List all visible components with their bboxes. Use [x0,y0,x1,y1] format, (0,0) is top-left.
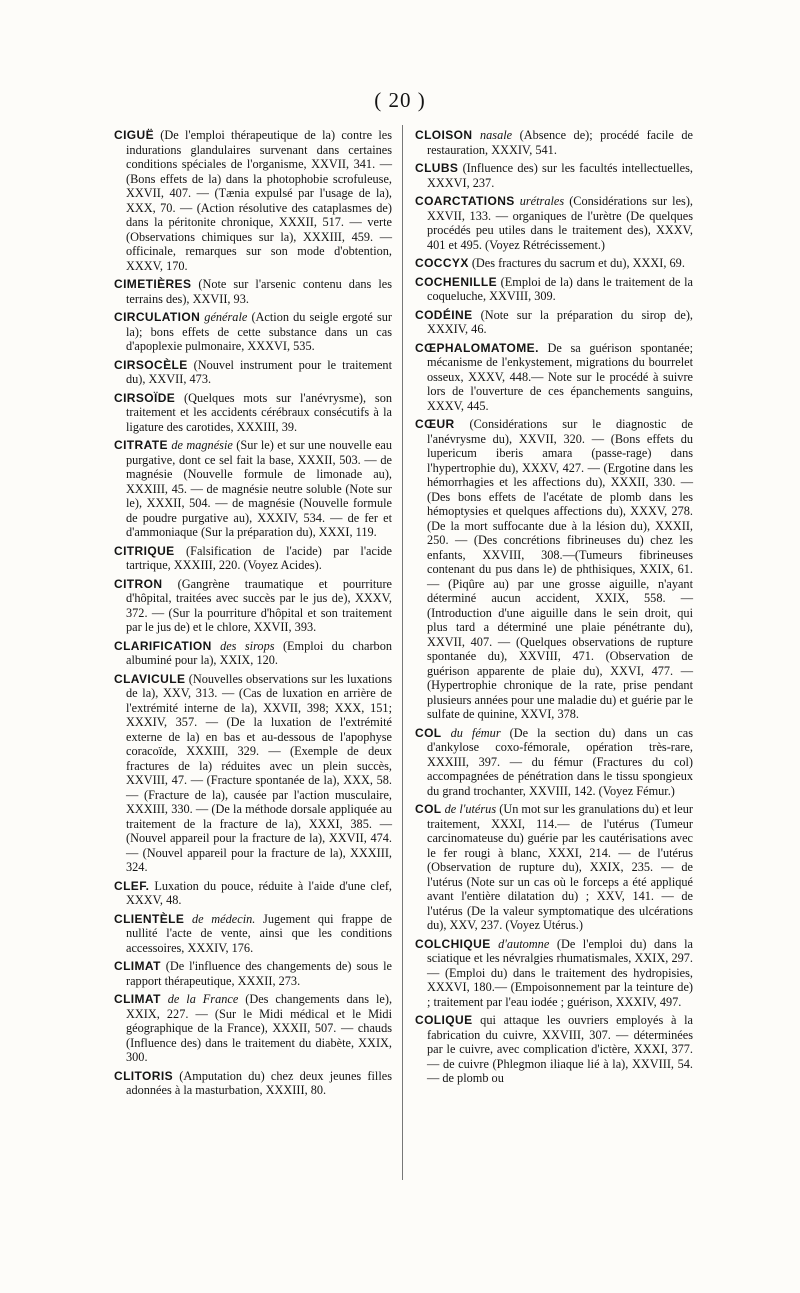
entry-headword: CLUBS [415,161,459,175]
entry-text: (Des changements dans le), XXIX, 227. — (Sur le Midi médical et le Midi géographique de la France), XXXII, 507. — chauds (Influence des) dans le traitement du diabète, XXIX, 300. [126,992,393,1064]
entry-text: (Action du seigle ergoté sur la); bons effets de cette substance dans un cas d'apoplexie pulmonaire, XXXVI, 535. [126,310,393,353]
index-entry [415,256,693,271]
entry-text: (Emploi du charbon albuminé pour la), XXIX, 120. [126,638,393,667]
entry-qualifier: de la France [167,992,239,1006]
entry-text: (Nouvelles observations sur les luxations de la), XXV, 313. — (Cas de luxation en arrière de l'extrémité interne de la), XXVII, 398; XXX, 151; XXXIV, 357. — (De la luxation de l'extrémité externe de la) en bas et au-dessous de l'apophyse coracoïde, XXXIII, 329. — (Exemple de deux fractures de la) réduites avec un plein succès, XXVIII, 47. — (Fracture spontanée de la), XXX, 58. — (Fracture de la), causée par l'action musculaire, XXXIII, 330. — (De la méthode dorsale appliquée au traitement de la fracture de la), XXXI, 385. — (Nouvel appareil pour la fracture de la), XXVII, 474. — (Nouvel appareil pour la fracture de la), XXXIII, 324. [126,671,392,874]
index-entry [114,577,392,635]
entry-headword: COL [415,802,442,816]
entry-text: (Un mot sur les granulations du) et leur traitement, XXXI, 114.— de l'utérus (Tumeur carcinomateuse du) guérie par les cautérisations avec le fer rougi à blanc, XXXI, 214. — de l'utérus (Observation de rupture du), XXIX, 235. — de l'utérus (Note sur un cas où le forceps a été appliqué avant l'entière dilatation du) ; XXV, 141. — de l'utérus (De la valeur symptomatique des ulcérations du), XXV, 237. (Voyez Utérus.) [427,802,693,932]
index-entry [114,544,392,573]
entry-text: De sa guérison spontanée; mécanisme de l'enkystement, migrations du bourrelet osseux, XXXV, 448.— Note sur le procédé à suivre lors de l'ouverture de ces épanchements sanguins, XXXV, 445. [427,340,693,413]
entry-headword: CLAVICULE [114,671,186,686]
index-entry [415,417,693,722]
entry-text: Luxation du pouce, réduite à l'aide d'une clef, XXXV, 48. [126,878,392,907]
entry-text: (Nouvel instrument pour le traitement du), XXVII, 473. [126,357,392,386]
entry-text: (Note sur l'arsenic contenu dans les terrains des), XXVII, 93. [126,277,392,306]
index-entry [114,277,392,306]
entry-text: (Falsification de l'acide) par l'acide tartrique, XXXIII, 220. (Voyez Acides). [126,543,392,572]
index-entry [415,341,693,414]
index-entry [415,937,693,1010]
entry-text: (De la section du) dans un cas d'ankylose coxo-fémorale, opération très-rare, XXXIII, 397. — du fémur (Fractures du col) accompagnées de pénétration dans le tissu spongieux du grand trochanter, XXVIII, 142. (Voyez Fémur.) [427,725,693,798]
entry-text: (Absence de); procédé facile de restauration, XXXIV, 541. [427,128,694,157]
entry-text: (Sur le) et sur une nouvelle eau purgative, dont ce sel fait la base, XXXII, 503. — de magnésie (Nouvelle formule de limonade au), XXXIII, 45. — de magnésie neutre soluble (Note sur le), XXXII, 504. — de magnésie (Nouvelle formule de poudre purgative au), XXXIV, 534. — de fer et d'ammoniaque (Sur la préparation du), XXXI, 119. [126,438,393,539]
entry-headword: COLIQUE [415,1013,473,1027]
entry-headword: CITRIQUE [114,543,175,558]
index-entry [415,1013,693,1086]
entry-qualifier: de médecin. [191,911,256,926]
entry-headword: COCCYX [415,256,469,270]
entry-text: (Quelques mots sur l'anévrysme), son traitement et les accidents cérébraux consécutifs à la ligature des carotides, XXXIII, 39. [126,390,392,434]
entry-headword: CLIMAT [114,959,161,973]
entry-headword: COL [415,725,442,740]
entry-headword: CLARIFICATION [114,638,212,653]
entry-text: Jugement qui frappe de nullité l'acte de vente, ainsi que les conditions accessoires, XXXIV, 176. [126,911,392,955]
index-entry [114,310,392,354]
index-entry [415,275,693,304]
index-entry [114,879,392,908]
entry-headword: CIRSOÏDE [114,390,176,405]
entry-text: (Gangrène traumatique et pourriture d'hôpital, traitées avec succès par le jus de), XXXV, 372. — (Sur la pourriture d'hôpital et son traitement par le jus de) et le chlore, XXVII, 393. [126,576,392,634]
right-column [415,128,693,1090]
entry-headword: CŒPHALOMATOME. [415,340,539,355]
column-divider [402,125,403,1180]
entry-headword: CIRSOCÈLE [114,357,188,372]
index-entry [114,128,392,273]
index-entry [415,128,693,157]
index-entry [114,391,392,435]
entry-headword: CIGUË [114,128,155,142]
index-entry [114,639,392,668]
entry-text: (Influence des) sur les facultés intellectuelles, XXXVI, 237. [427,161,693,190]
index-entry [114,912,392,956]
entry-qualifier: du fémur [450,725,501,740]
entry-qualifier: urétrales [519,194,565,208]
entry-headword: COLCHIQUE [415,936,491,951]
index-entry [114,992,392,1065]
index-entry [114,959,392,988]
entry-qualifier: nasale [479,128,513,142]
entry-headword: CŒUR [415,417,455,431]
index-entry [415,161,693,190]
index-entry [114,438,392,540]
entry-text: (Des fractures du sacrum et du), XXXI, 69. [471,256,685,270]
entry-headword: CIMETIÈRES [114,277,192,291]
entry-text: (De l'emploi du) dans la sciatique et les névralgies rhumatismales, XXIX, 297.— (Emploi du) dans le traitement des hydropisies, XXXVI, 180.— (Empoisonnement par la teinture de) ; traitement par l'eau iodée ; guérison, XXXIV, 497. [427,936,694,1009]
entry-headword: CLIMAT [114,992,161,1006]
entry-headword: CLITORIS [114,1068,173,1083]
entry-headword: CLEF. [114,878,150,893]
entry-headword: CITRON [114,576,163,591]
entry-qualifier: de magnésie [171,438,233,452]
left-column [114,128,392,1102]
entry-headword: CLIENTÈLE [114,911,185,926]
entry-headword: CITRATE [114,438,168,452]
entry-text: (De l'influence des changements de) sous le rapport thérapeutique, XXXII, 273. [126,959,392,988]
entry-headword: CODÉINE [415,307,473,322]
entry-text: (Emploi de la) dans le traitement de la coqueluche, XXVIII, 309. [427,274,693,303]
entry-qualifier: générale [204,310,248,324]
entry-headword: COCHENILLE [415,274,497,289]
entry-text: qui attaque les ouvriers employés à la fabrication du cuivre, XXVIII, 307. — déterminées par le cuivre, avec complication d'ictère, XXXI, 377. — de cuivre (Phlegmon iliaque lié à la), XXVIII, 54. — de plomb ou [427,1013,693,1085]
entry-headword: CIRCULATION [114,310,201,324]
entry-headword: COARCTATIONS [415,194,515,208]
entry-text: (De l'emploi thérapeutique de la) contre les indurations glandulaires survenant dans certaines conditions spéciales de l'organisme, XXVII, 341. — (Bons effets de la) dans la photophobie scrofuleuse, XXVII, 407. — (Tænia expulsé par l'usage de la), XXX, 70. — (Action résolutive des cataplasmes de) dans la péritonite chronique, XXXII, 517. — verte (Observations chimiques sur la), XXXIII, 459. — officinale, remarques sur son mode d'obtention, XXXV, 170. [126,128,393,273]
index-entry [415,308,693,337]
entry-qualifier: des sirops [220,638,275,653]
entry-text: (Considérations sur le diagnostic de l'anévrysme du), XXVII, 320. — (Bons effets du lupericum iberis amara (passe-rage) dans l'hypertrophie du), XXXV, 427. — (Ergotine dans les hémorrhagies et les affections du), XXXII, 330. — (Des bons effets de l'acétate de plomb dans les hémoptysies et quelques affections du), XXXV, 278. (De la mort suffocante due à la lésion du), XXXII, 250. — (Des concrétions fibrineuses du) chez les enfants, XXVIII, 308.—(Tumeurs fibrineuses contenant du pus dans le) de phthisiques, XXIX, 61. — (Piqûre au) par une grosse aiguille, n'ayant déterminé aucun accident, XXIX, 558. — (Introduction d'une aiguille dans le sein droit, qui plus tard a déterminé une plaie pénétrante du), XXVII, 407. — (Quelques observations de rupture spontanée du), XXVIII, 471. (Observation de guérison apparente de plaie du), XXVI, 477. — (Hypertrophie chronique de la rate, prise pendant plusieurs années pour une maladie du) et guérie par le sulfate de quinine, XXVI, 378. [427,417,693,721]
index-entry [114,1069,392,1098]
entry-qualifier: d'automne [498,936,550,951]
index-entry [114,358,392,387]
page-number: ( 20 ) [374,88,426,112]
entry-text: (Note sur la préparation du sirop de), XXXIV, 46. [427,307,693,336]
entry-headword: CLOISON [415,128,473,142]
index-entry [415,726,693,799]
entry-text: (Considérations sur les), XXVII, 133. — organiques de l'urètre (De quelques procédés peu utiles dans le traitement des), XXXV, 401 et 495. (Voyez Rétrécissement.) [427,194,693,252]
index-entry [114,672,392,875]
entry-text: (Amputation du) chez deux jeunes filles adonnées à la masturbation, XXXIII, 80. [126,1068,392,1097]
entry-qualifier: de l'utérus [444,802,497,816]
index-entry [415,802,693,933]
index-entry [415,194,693,252]
